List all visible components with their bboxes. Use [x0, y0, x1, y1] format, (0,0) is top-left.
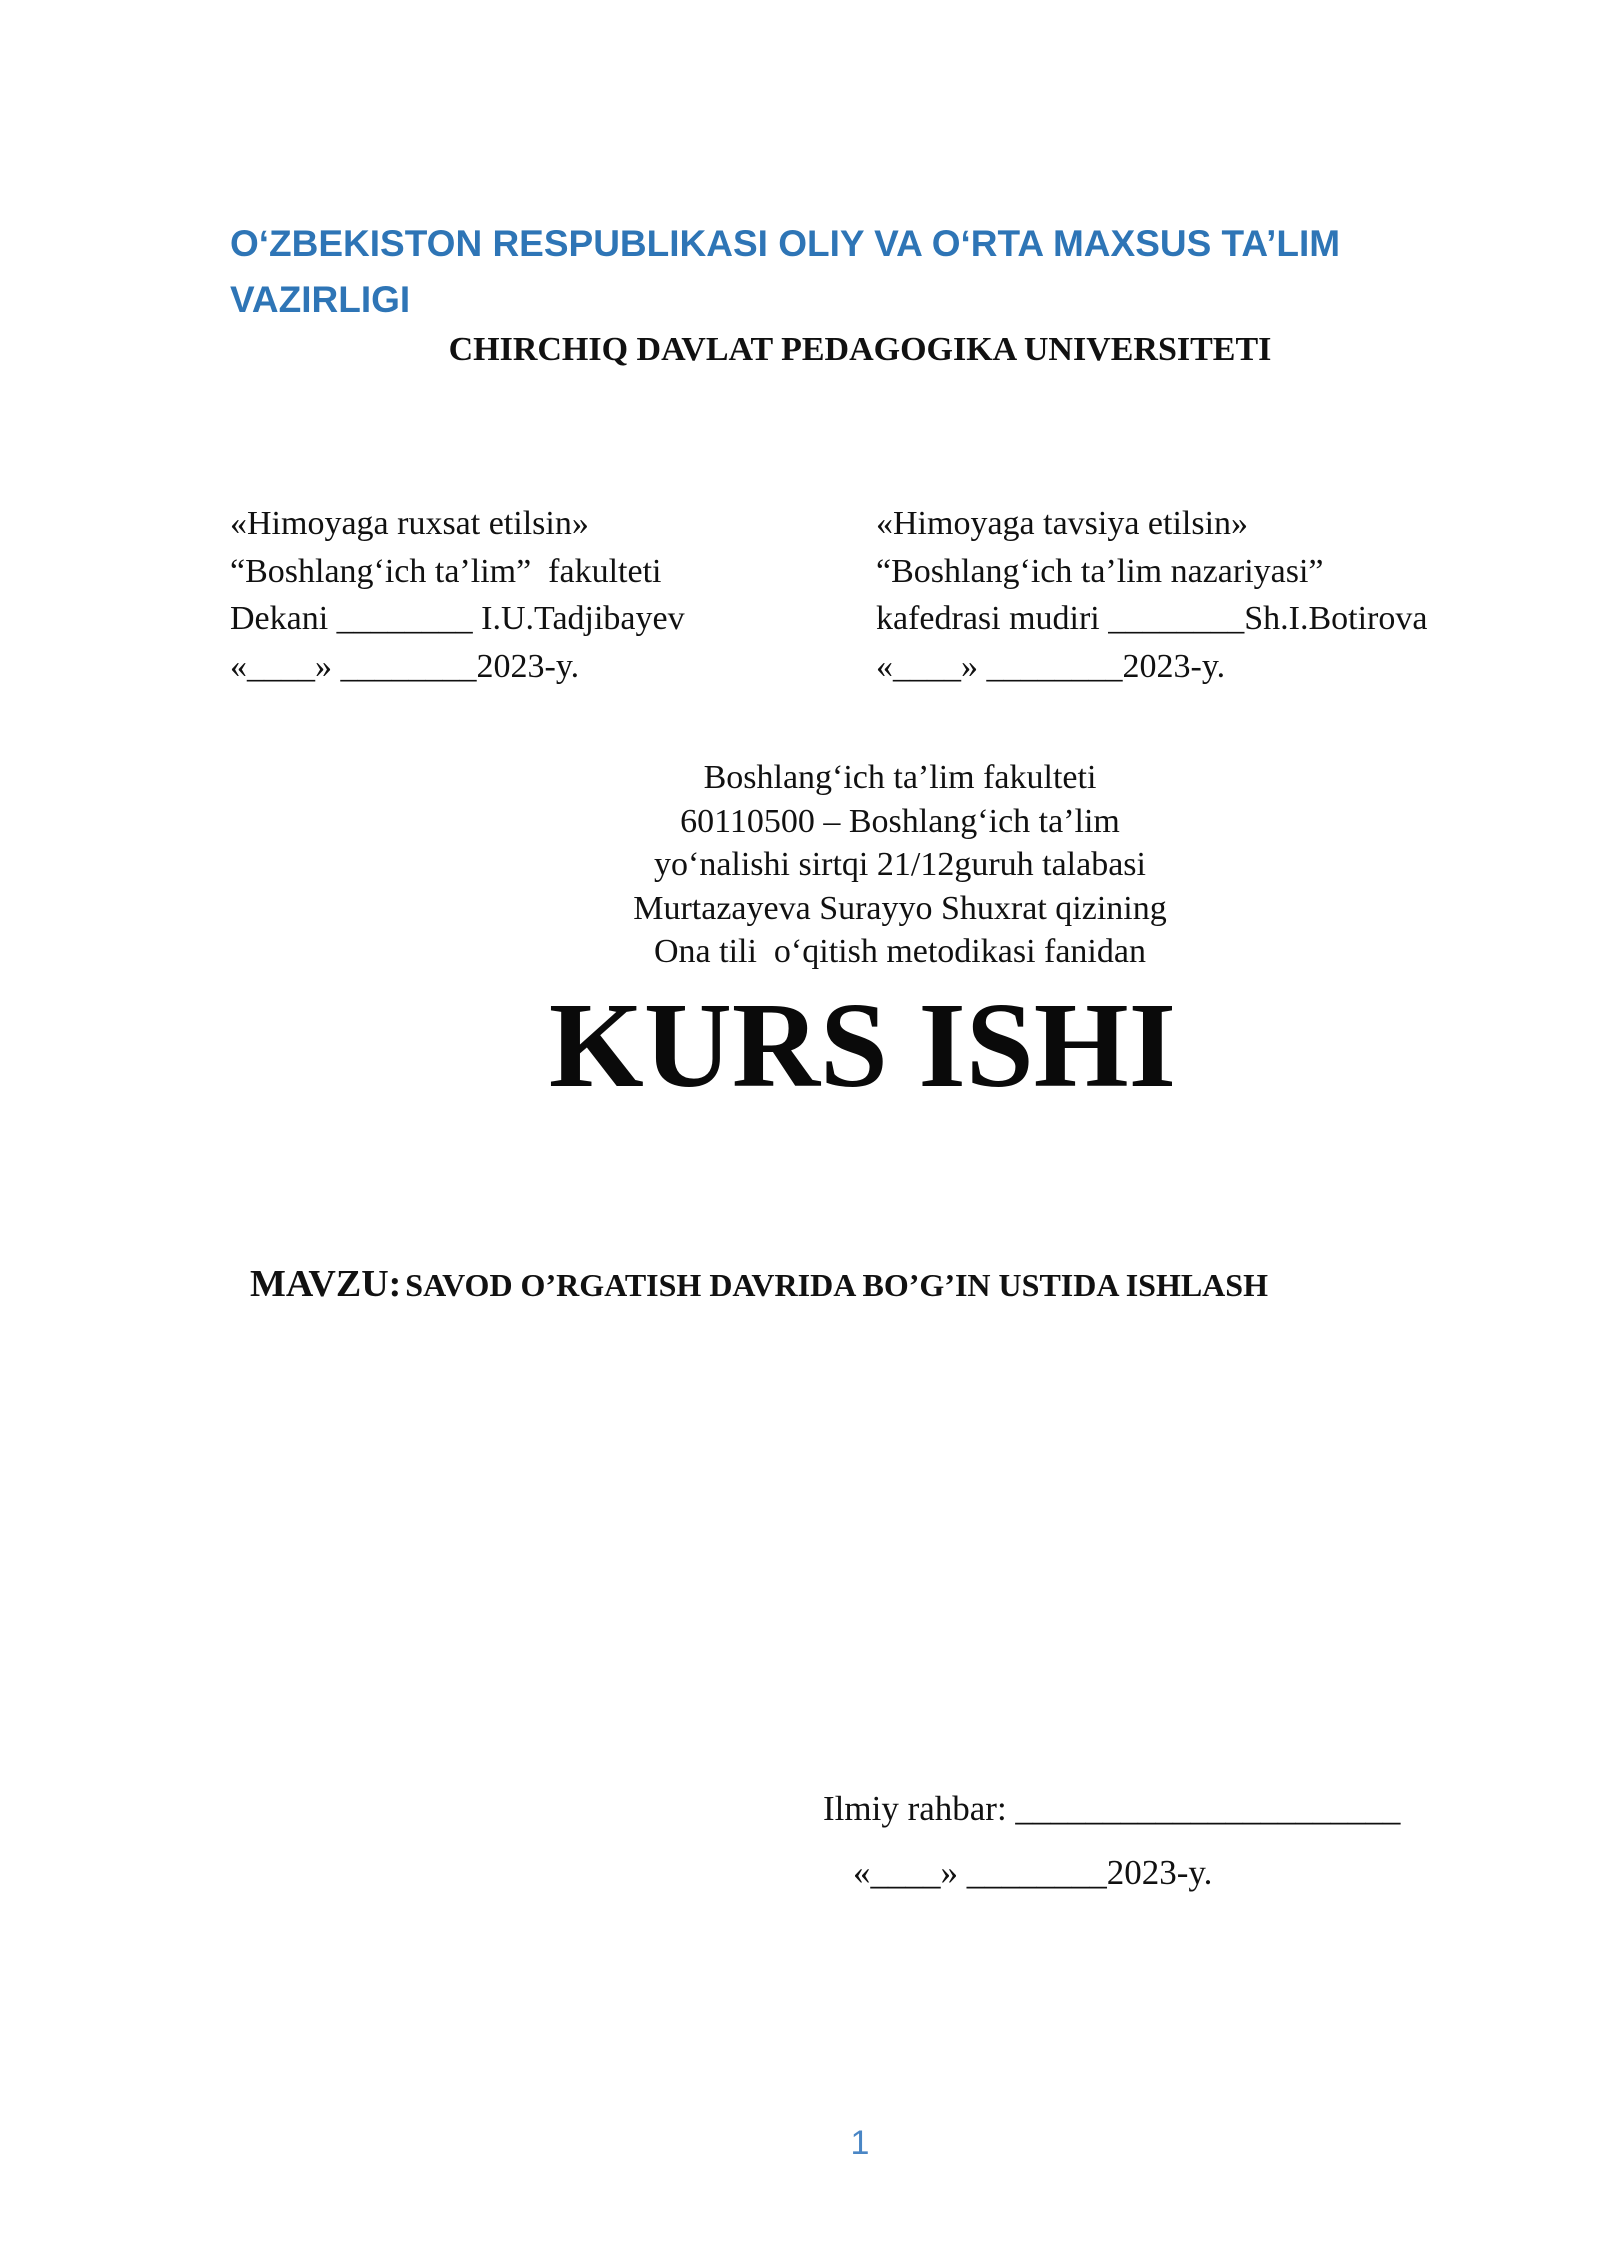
approval-line: “Boshlang‘ich ta’lim” fakulteti [230, 552, 662, 590]
page-number: 1 [850, 2124, 870, 2162]
student-info-line: Murtazayeva Surayyo Shuxrat qizining [633, 889, 1167, 927]
approval-line: Dekani ________ I.U.Tadjibayev [230, 600, 685, 637]
document-title: KURS ISHI [548, 978, 1177, 1113]
approval-line: «____» ________2023-y. [876, 647, 1226, 685]
approval-block-department [876, 500, 1427, 690]
ministry-title: O‘ZBEKISTON RESPUBLIKASI OLIY VA O‘RTA MAXSUS TA’LIM VAZIRLIGI [230, 223, 1341, 320]
student-info-line: 60110500 – Boshlang‘ich ta’lim [680, 802, 1120, 840]
student-info-line: Ona tili o‘qitish metodikasi fanidan [654, 933, 1146, 970]
student-info-line: yo‘nalishi sirtqi 21/12guruh talabasi [654, 846, 1146, 883]
topic-text: SAVOD O’RGATISH DAVRIDA BO’G’IN USTIDA ISHLASH [405, 1267, 1268, 1303]
university-name: CHIRCHIQ DAVLAT PEDAGOGIKA UNIVERSITETI [448, 331, 1272, 368]
supervisor-date: «____» ________2023-y. [853, 1853, 1213, 1892]
approval-line: «Himoyaga ruxsat etilsin» [230, 505, 589, 542]
approval-line: “Boshlang‘ich ta’lim nazariyasi” [876, 552, 1324, 590]
supervisor-line: Ilmiy rahbar: ______________________ [823, 1789, 1401, 1828]
student-info [0, 756, 1600, 974]
topic [250, 1262, 1268, 1306]
student-info-line: Boshlang‘ich ta’lim fakulteti [703, 759, 1097, 796]
approval-line: kafedrasi mudiri ________Sh.I.Botirova [876, 600, 1428, 637]
approval-line: «Himoyaga tavsiya etilsin» [876, 505, 1249, 542]
approval-line: «____» ________2023-y. [230, 647, 580, 685]
approval-block-dean [230, 500, 685, 690]
topic-label: MAVZU: [250, 1263, 402, 1305]
